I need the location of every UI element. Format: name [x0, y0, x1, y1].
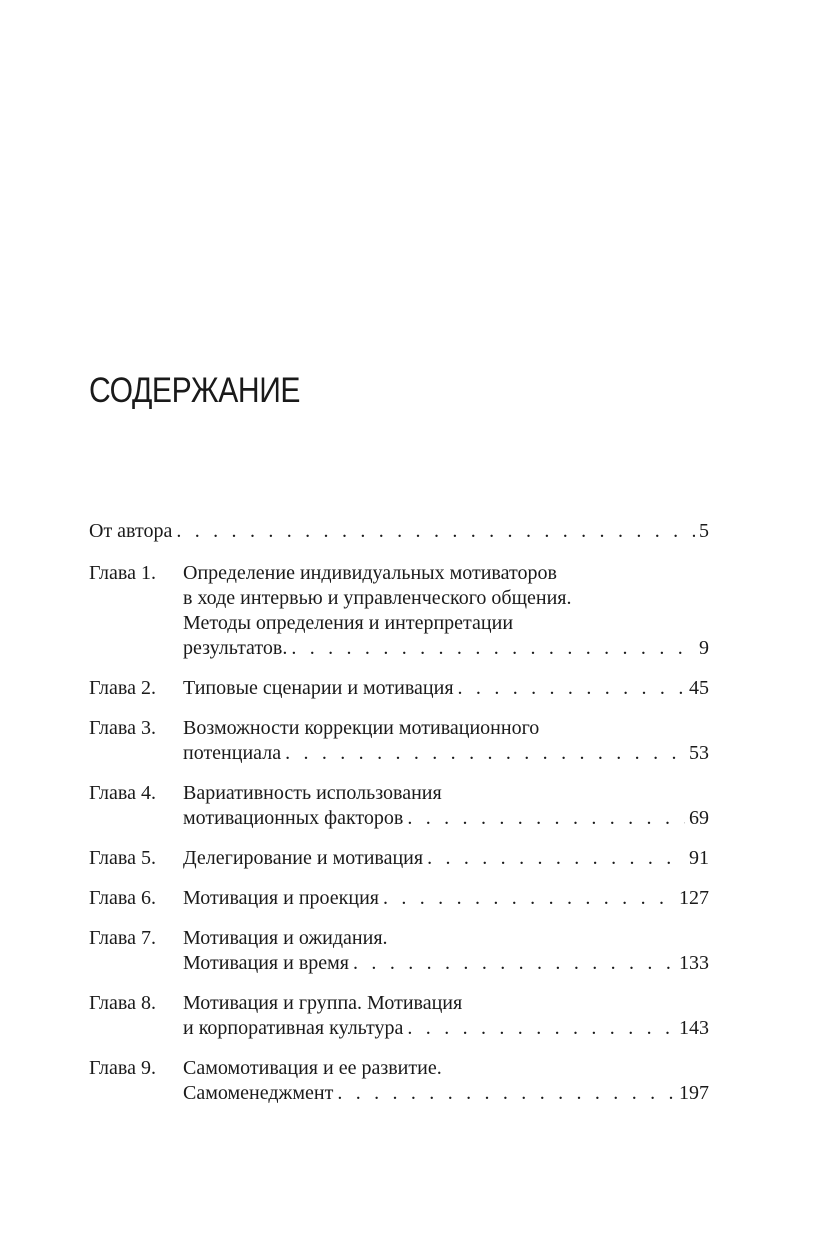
toc-page-number: 127: [679, 887, 709, 909]
toc-entry-body: [183, 561, 709, 661]
toc-last-line: [183, 846, 709, 871]
dot-leader: [353, 951, 675, 976]
toc-entry-chapter-5[interactable]: [89, 846, 709, 871]
dot-leader: [427, 846, 685, 871]
toc-entry-chapter-1[interactable]: [89, 561, 709, 661]
toc-page-number: 45: [689, 677, 709, 699]
toc-entry-foreword[interactable]: [89, 519, 709, 544]
toc-entry-title: Мотивация и время: [183, 952, 350, 974]
dot-leader: [383, 886, 675, 911]
toc-entry-chapter-9[interactable]: [89, 1056, 709, 1106]
dot-leader: [407, 806, 685, 831]
page-title: СОДЕРЖАНИЕ: [89, 371, 301, 410]
toc-entry-line: в ходе интервью и управленческого общения.: [183, 587, 572, 609]
dot-leader: [176, 519, 695, 544]
toc-entry-title: Мотивация и проекция: [183, 887, 379, 909]
toc-chapter-label: Глава 8.: [89, 992, 156, 1014]
table-of-contents: [89, 519, 709, 1121]
toc-entry-line: Мотивация и группа. Мотивация: [183, 992, 463, 1014]
toc-last-line: [183, 806, 709, 831]
toc-entry-line: Вариативность использования: [183, 782, 442, 804]
toc-entry-chapter-2[interactable]: [89, 676, 709, 701]
toc-entry-title: Делегирование и мотивация: [183, 847, 424, 869]
dot-leader: [458, 676, 685, 701]
toc-entry-title: Типовые сценарии и мотивация: [183, 677, 454, 699]
toc-chapter-label: Глава 7.: [89, 927, 156, 949]
toc-last-line: [183, 1081, 709, 1106]
toc-page-number: 69: [689, 807, 709, 829]
toc-entry-chapter-7[interactable]: [89, 926, 709, 976]
toc-page-number: 143: [679, 1017, 709, 1039]
toc-entry-body: [183, 676, 709, 701]
toc-chapter-label: Глава 2.: [89, 677, 156, 699]
toc-last-line: [183, 1016, 709, 1041]
toc-entry-title: От автора: [89, 520, 173, 542]
toc-entry-body: [183, 991, 709, 1041]
toc-entry-line: Возможности коррекции мотивационного: [183, 717, 540, 739]
toc-entry-body: [183, 781, 709, 831]
toc-entry-title: Самоменеджмент: [183, 1082, 334, 1104]
toc-entry-chapter-6[interactable]: [89, 886, 709, 911]
dot-leader: [407, 1016, 675, 1041]
toc-entry-line: Определение индивидуальных мотиваторов: [183, 562, 557, 584]
toc-chapter-label: Глава 3.: [89, 717, 156, 739]
toc-chapter-label: Глава 4.: [89, 782, 156, 804]
toc-last-line: [89, 519, 709, 544]
toc-page-number: 9: [699, 637, 709, 659]
toc-chapter-label: Глава 6.: [89, 887, 156, 909]
toc-entry-line: Мотивация и ожидания.: [183, 927, 388, 949]
toc-entry-title: мотивационных факторов: [183, 807, 404, 829]
toc-entry-chapter-4[interactable]: [89, 781, 709, 831]
toc-entry-line: Самомотивация и ее развитие.: [183, 1057, 442, 1079]
toc-last-line: [183, 636, 709, 661]
toc-entry-body: [183, 716, 709, 766]
dot-leader: [337, 1081, 675, 1106]
dot-leader: [285, 741, 685, 766]
toc-last-line: [183, 886, 709, 911]
toc-entry-line: Методы определения и интерпретации: [183, 612, 514, 634]
toc-page-number: 133: [679, 952, 709, 974]
toc-page-number: 5: [699, 520, 709, 542]
toc-entry-body: [89, 519, 709, 544]
toc-entry-title: потенциала: [183, 742, 282, 764]
toc-entry-body: [183, 926, 709, 976]
toc-chapter-label: Глава 9.: [89, 1057, 156, 1079]
toc-entry-body: [183, 1056, 709, 1106]
toc-entry-title: и корпоративная культура: [183, 1017, 404, 1039]
toc-page-number: 91: [689, 847, 709, 869]
toc-last-line: [183, 741, 709, 766]
toc-entry-chapter-8[interactable]: [89, 991, 709, 1041]
dot-leader: [291, 636, 695, 661]
toc-last-line: [183, 951, 709, 976]
toc-page-number: 53: [689, 742, 709, 764]
toc-entry-body: [183, 846, 709, 871]
toc-entry-chapter-3[interactable]: [89, 716, 709, 766]
toc-page-number: 197: [679, 1082, 709, 1104]
toc-last-line: [183, 676, 709, 701]
toc-chapter-label: Глава 1.: [89, 562, 156, 584]
toc-entry-body: [183, 886, 709, 911]
toc-entry-title: результатов.: [183, 637, 288, 659]
toc-chapter-label: Глава 5.: [89, 847, 156, 869]
